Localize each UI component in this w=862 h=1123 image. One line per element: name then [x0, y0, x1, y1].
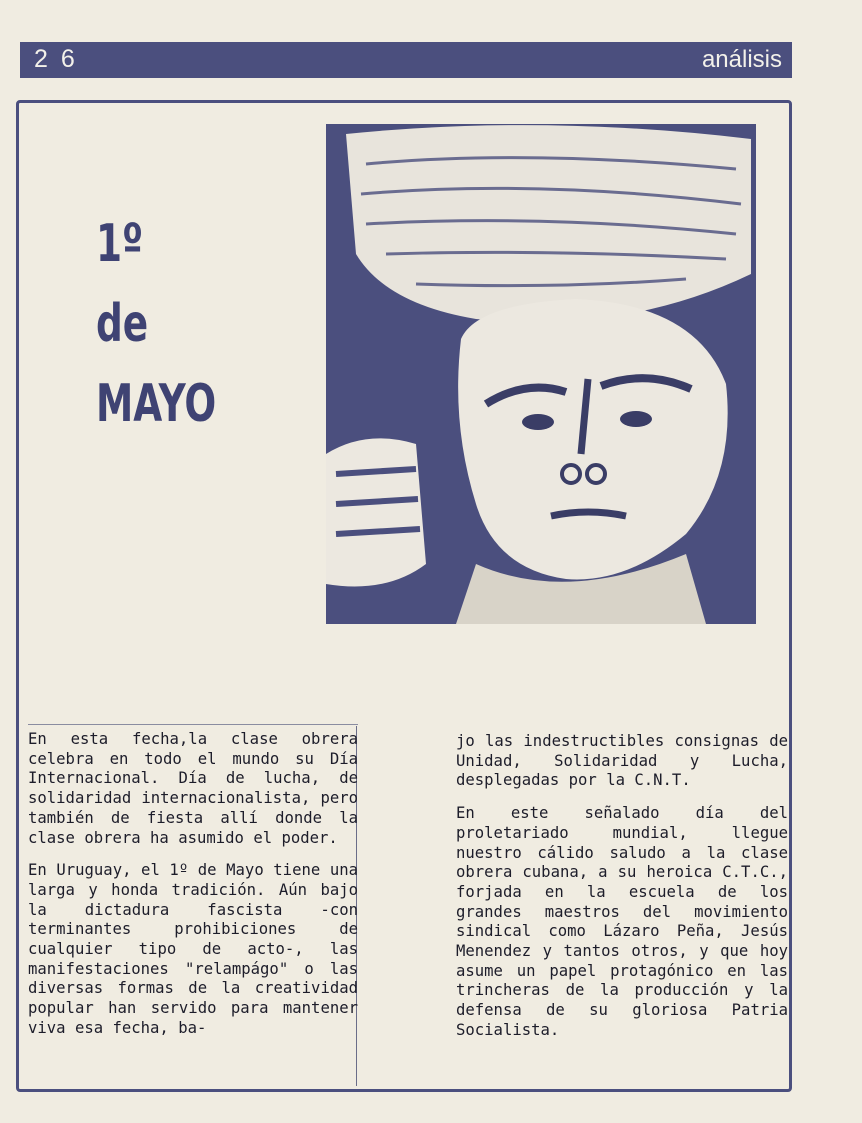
title-line-1: 1º: [96, 214, 144, 274]
right-eye: [620, 411, 652, 427]
column-top-rule: [28, 724, 358, 725]
raised-hand: [326, 438, 426, 586]
article-title: [96, 214, 246, 434]
page-number: 2 6: [34, 45, 78, 73]
page-header-bar: [20, 42, 792, 78]
section-label: análisis: [701, 46, 782, 73]
mouth: [551, 512, 626, 516]
woodcut-portrait-illustration: [326, 124, 756, 624]
title-line-3: MAYO: [96, 374, 217, 434]
left-eye: [522, 414, 554, 430]
article-column-right: [456, 732, 788, 1054]
paragraph: En este señalado día del proletariado mundial, llegue nuestro cálido saludo a la clase obrera cubana, a su heroica C.T.C., forjada en la escuela de los grandes maestros del movimiento sindical como Lázaro Peña, Jesús Menendez y tantos otros, y que hoy asume un papel protagónico en las trincheras de la producción y la defensa de su gloriosa Patria Socialista.: [456, 804, 788, 1039]
paragraph: En Uruguay, el 1º de Mayo tiene una larga y honda tradición. Aún bajo la dictadura fascista -con terminantes prohibiciones de cualquier tipo de acto-, las manifestaciones "relampágo" o las diversas formas de la creatividad popular han servido para mantener viva esa fecha, ba-: [28, 861, 358, 1037]
paragraph: En esta fecha,la clase obrera celebra en todo el mundo su Día Internacional. Día de lucha, de solidaridad internacionalista, pero también de fiesta allí donde la clase obrera ha asumido el poder.: [28, 730, 358, 847]
title-line-2: de: [96, 294, 149, 354]
paragraph: jo las indestructibles consignas de Unidad, Solidaridad y Lucha, desplegadas por la C.N.T.: [456, 732, 788, 790]
article-column-left: [28, 730, 358, 1052]
